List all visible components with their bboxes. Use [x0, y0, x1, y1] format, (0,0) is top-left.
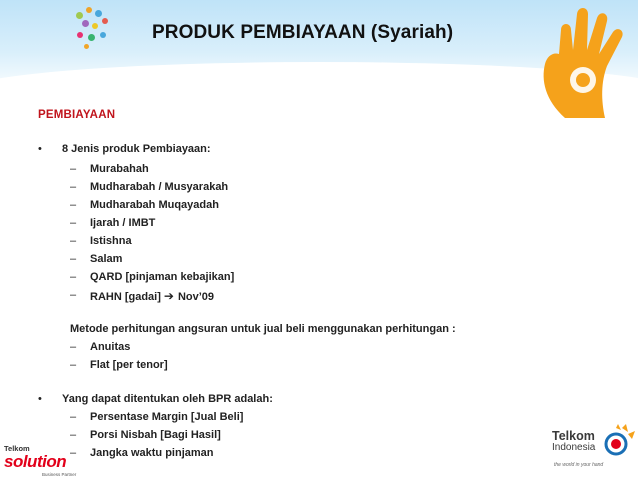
list-item: Mudharabah / Musyarakah: [90, 181, 229, 193]
colored-dots-decoration: [68, 6, 118, 54]
section-heading: PEMBIAYAAN: [38, 109, 116, 121]
dash-marker: –: [70, 341, 77, 353]
list-item: Murabahah: [90, 163, 149, 175]
dash-marker: –: [70, 163, 77, 175]
telkom-logo-tagline: the world in your hand: [554, 462, 604, 468]
solution-logo-tagline: Business Partner: [42, 472, 77, 477]
list-item: Mudharabah Muqayadah: [90, 199, 219, 211]
list-item: Porsi Nisbah [Bagi Hasil]: [90, 429, 221, 441]
hand-icon: [505, 0, 638, 118]
dash-marker: –: [70, 181, 77, 193]
bullet2-text: Yang dapat ditentukan oleh BPR adalah:: [62, 393, 273, 405]
rahn-suffix: Nov’09: [177, 291, 215, 303]
list-item-rahn: [90, 289, 214, 303]
dash-marker: –: [70, 411, 77, 423]
slide-title: PRODUK PEMBIAYAAN (Syariah): [152, 22, 454, 43]
rahn-prefix: RAHN [gadai]: [90, 291, 161, 303]
dash-marker: –: [70, 199, 77, 211]
list-item: Ijarah / IMBT: [90, 217, 156, 229]
list-item: Istishna: [90, 235, 132, 247]
bullet-marker: •: [38, 143, 42, 155]
arrow-right-icon: ➔: [163, 289, 174, 303]
dash-marker: –: [70, 429, 77, 441]
dash-marker: –: [70, 289, 77, 301]
list-item: Jangka waktu pinjaman: [90, 447, 214, 459]
list-item: Salam: [90, 253, 123, 265]
list-item: QARD [pinjaman kebajikan]: [90, 271, 235, 283]
telkom-indonesia-logo: [552, 424, 636, 472]
dash-marker: –: [70, 359, 77, 371]
telkom-orb-icon: [602, 424, 636, 458]
dash-marker: –: [70, 217, 77, 229]
dash-marker: –: [70, 235, 77, 247]
dash-marker: –: [70, 253, 77, 265]
dash-marker: –: [70, 271, 77, 283]
list-item: Persentase Margin [Jual Beli]: [90, 411, 244, 423]
telkom-solution-logo: [2, 444, 82, 479]
dash-marker: –: [70, 447, 77, 459]
solution-logo-small: Telkom: [4, 444, 30, 453]
bullet1-text: 8 Jenis produk Pembiayaan:: [62, 143, 211, 155]
bullet-marker: •: [38, 393, 42, 405]
list-item: Anuitas: [90, 341, 131, 353]
telkom-logo-name: Telkom: [552, 429, 595, 443]
list-item: Flat [per tenor]: [90, 359, 168, 371]
method-text: Metode perhitungan angsuran untuk jual beli menggunakan perhitungan :: [70, 323, 456, 335]
telkom-logo-sub: Indonesia: [552, 442, 596, 453]
solution-logo-word: solution: [4, 452, 67, 471]
